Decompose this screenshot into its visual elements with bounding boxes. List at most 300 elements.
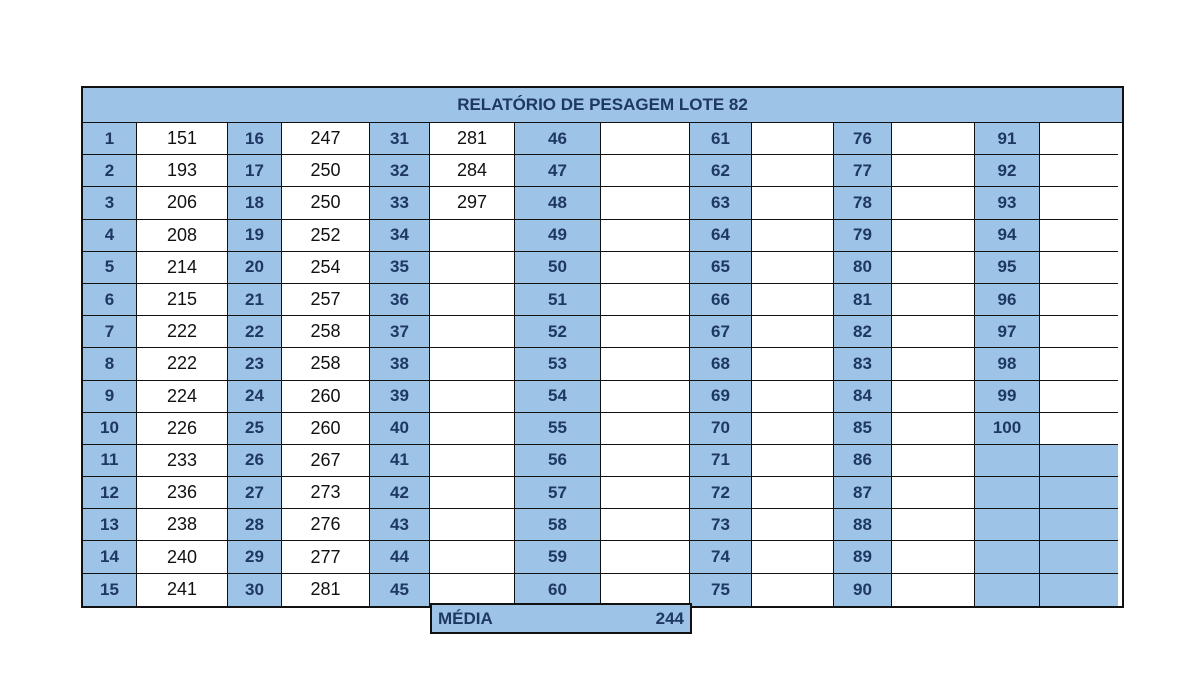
weight-cell xyxy=(601,445,690,477)
table-row xyxy=(975,413,1118,445)
table-row xyxy=(228,187,370,219)
table-row xyxy=(690,574,834,606)
lot-number-cell: 25 xyxy=(228,413,282,445)
column-group xyxy=(690,123,834,606)
lot-number-cell: 100 xyxy=(975,413,1040,445)
lot-number-cell: 2 xyxy=(83,155,137,187)
table-row xyxy=(228,413,370,445)
table-row xyxy=(834,316,975,348)
weight-cell xyxy=(601,541,690,573)
weight-cell: 250 xyxy=(282,187,370,219)
table-row xyxy=(83,316,228,348)
weight-cell xyxy=(601,348,690,380)
table-row xyxy=(834,155,975,187)
weights-grid xyxy=(83,123,1122,606)
table-row xyxy=(690,445,834,477)
table-row xyxy=(515,413,690,445)
lot-number-cell: 85 xyxy=(834,413,892,445)
weight-cell: 297 xyxy=(430,187,515,219)
weight-cell xyxy=(892,574,975,606)
weight-cell: 247 xyxy=(282,123,370,155)
weight-cell xyxy=(430,284,515,316)
table-row xyxy=(83,187,228,219)
lot-number-cell: 41 xyxy=(370,445,430,477)
lot-number-cell: 58 xyxy=(515,509,601,541)
table-row xyxy=(515,445,690,477)
lot-number-cell: 44 xyxy=(370,541,430,573)
table-row xyxy=(228,348,370,380)
weight-cell xyxy=(752,284,834,316)
lot-number-cell xyxy=(975,477,1040,509)
table-row xyxy=(834,284,975,316)
weight-cell: 258 xyxy=(282,348,370,380)
lot-number-cell: 23 xyxy=(228,348,282,380)
table-row xyxy=(228,252,370,284)
weight-cell: 208 xyxy=(137,220,228,252)
table-row xyxy=(83,413,228,445)
table-row xyxy=(975,155,1118,187)
weight-cell xyxy=(752,413,834,445)
lot-number-cell: 61 xyxy=(690,123,752,155)
lot-number-cell: 62 xyxy=(690,155,752,187)
weight-cell xyxy=(601,252,690,284)
weight-cell xyxy=(892,509,975,541)
weight-cell: 250 xyxy=(282,155,370,187)
lot-number-cell: 4 xyxy=(83,220,137,252)
lot-number-cell: 40 xyxy=(370,413,430,445)
lot-number-cell: 22 xyxy=(228,316,282,348)
weight-cell xyxy=(892,155,975,187)
lot-number-cell: 97 xyxy=(975,316,1040,348)
weight-cell: 240 xyxy=(137,541,228,573)
weight-cell xyxy=(892,445,975,477)
weight-cell: 241 xyxy=(137,574,228,606)
table-row xyxy=(834,445,975,477)
report-title: RELATÓRIO DE PESAGEM LOTE 82 xyxy=(83,88,1122,123)
table-row xyxy=(834,123,975,155)
lot-number-cell: 98 xyxy=(975,348,1040,380)
lot-number-cell: 27 xyxy=(228,477,282,509)
weight-cell: 236 xyxy=(137,477,228,509)
weight-cell xyxy=(752,187,834,219)
lot-number-cell: 56 xyxy=(515,445,601,477)
lot-number-cell: 28 xyxy=(228,509,282,541)
average-box xyxy=(430,603,692,634)
lot-number-cell: 52 xyxy=(515,316,601,348)
table-row xyxy=(834,187,975,219)
lot-number-cell: 8 xyxy=(83,348,137,380)
lot-number-cell: 76 xyxy=(834,123,892,155)
weight-cell xyxy=(752,123,834,155)
table-row xyxy=(690,541,834,573)
lot-number-cell: 45 xyxy=(370,574,430,606)
table-row xyxy=(83,155,228,187)
lot-number-cell: 64 xyxy=(690,220,752,252)
lot-number-cell: 19 xyxy=(228,220,282,252)
lot-number-cell: 50 xyxy=(515,252,601,284)
weight-cell xyxy=(1040,123,1118,155)
lot-number-cell: 90 xyxy=(834,574,892,606)
weight-cell: 214 xyxy=(137,252,228,284)
weight-cell xyxy=(601,509,690,541)
lot-number-cell: 6 xyxy=(83,284,137,316)
table-row xyxy=(834,220,975,252)
table-row xyxy=(83,541,228,573)
table-row xyxy=(83,252,228,284)
lot-number-cell: 69 xyxy=(690,381,752,413)
lot-number-cell: 1 xyxy=(83,123,137,155)
table-row xyxy=(83,574,228,606)
table-row xyxy=(975,477,1118,509)
weight-cell xyxy=(1040,445,1118,477)
weight-cell xyxy=(601,413,690,445)
lot-number-cell: 53 xyxy=(515,348,601,380)
lot-number-cell: 46 xyxy=(515,123,601,155)
lot-number-cell: 26 xyxy=(228,445,282,477)
lot-number-cell: 21 xyxy=(228,284,282,316)
weight-cell xyxy=(752,155,834,187)
weight-cell xyxy=(752,381,834,413)
average-value: 244 xyxy=(655,608,684,628)
lot-number-cell: 13 xyxy=(83,509,137,541)
weight-cell xyxy=(892,381,975,413)
table-row xyxy=(834,252,975,284)
table-row xyxy=(515,284,690,316)
lot-number-cell: 65 xyxy=(690,252,752,284)
table-row xyxy=(83,381,228,413)
table-row xyxy=(515,123,690,155)
weight-cell xyxy=(1040,252,1118,284)
lot-number-cell: 77 xyxy=(834,155,892,187)
lot-number-cell: 7 xyxy=(83,316,137,348)
lot-number-cell: 99 xyxy=(975,381,1040,413)
lot-number-cell: 60 xyxy=(515,574,601,606)
lot-number-cell: 92 xyxy=(975,155,1040,187)
weight-cell xyxy=(430,316,515,348)
weight-cell: 233 xyxy=(137,445,228,477)
table-row xyxy=(228,477,370,509)
table-row xyxy=(690,381,834,413)
weight-cell xyxy=(430,541,515,573)
weight-cell xyxy=(892,413,975,445)
lot-number-cell: 54 xyxy=(515,381,601,413)
lot-number-cell: 63 xyxy=(690,187,752,219)
weight-cell xyxy=(430,252,515,284)
weight-cell xyxy=(752,574,834,606)
weight-cell xyxy=(1040,413,1118,445)
table-row xyxy=(83,284,228,316)
weight-cell: 226 xyxy=(137,413,228,445)
table-row xyxy=(834,541,975,573)
table-row xyxy=(370,187,515,219)
lot-number-cell: 24 xyxy=(228,381,282,413)
lot-number-cell: 68 xyxy=(690,348,752,380)
table-row xyxy=(690,348,834,380)
weight-cell xyxy=(752,316,834,348)
lot-number-cell: 57 xyxy=(515,477,601,509)
weight-cell xyxy=(1040,477,1118,509)
weight-cell: 224 xyxy=(137,381,228,413)
weight-cell xyxy=(752,220,834,252)
table-row xyxy=(370,413,515,445)
weight-cell xyxy=(1040,381,1118,413)
weight-cell xyxy=(601,123,690,155)
table-row xyxy=(228,381,370,413)
column-group xyxy=(370,123,515,606)
table-row xyxy=(370,220,515,252)
lot-number-cell: 31 xyxy=(370,123,430,155)
table-row xyxy=(228,574,370,606)
weight-cell xyxy=(752,541,834,573)
lot-number-cell: 14 xyxy=(83,541,137,573)
table-row xyxy=(83,348,228,380)
lot-number-cell: 12 xyxy=(83,477,137,509)
table-row xyxy=(515,509,690,541)
lot-number-cell: 51 xyxy=(515,284,601,316)
lot-number-cell: 30 xyxy=(228,574,282,606)
table-row xyxy=(83,477,228,509)
lot-number-cell: 87 xyxy=(834,477,892,509)
lot-number-cell: 48 xyxy=(515,187,601,219)
weight-cell xyxy=(430,413,515,445)
lot-number-cell: 84 xyxy=(834,381,892,413)
table-row xyxy=(370,509,515,541)
weight-cell xyxy=(1040,348,1118,380)
table-row xyxy=(228,284,370,316)
weight-cell xyxy=(752,252,834,284)
lot-number-cell: 29 xyxy=(228,541,282,573)
weight-cell xyxy=(601,284,690,316)
weight-cell xyxy=(430,220,515,252)
weight-cell xyxy=(430,574,515,606)
lot-number-cell: 95 xyxy=(975,252,1040,284)
table-row xyxy=(370,574,515,606)
column-group xyxy=(83,123,228,606)
weight-cell xyxy=(892,123,975,155)
table-row xyxy=(975,381,1118,413)
table-row xyxy=(515,252,690,284)
table-row xyxy=(690,252,834,284)
table-row xyxy=(83,445,228,477)
weight-cell xyxy=(601,220,690,252)
lot-number-cell: 35 xyxy=(370,252,430,284)
lot-number-cell: 80 xyxy=(834,252,892,284)
table-row xyxy=(690,155,834,187)
lot-number-cell xyxy=(975,541,1040,573)
table-row xyxy=(975,252,1118,284)
lot-number-cell: 37 xyxy=(370,316,430,348)
weight-cell: 151 xyxy=(137,123,228,155)
table-row xyxy=(834,477,975,509)
lot-number-cell: 38 xyxy=(370,348,430,380)
weight-cell: 206 xyxy=(137,187,228,219)
weight-cell xyxy=(430,445,515,477)
average-label: MÉDIA xyxy=(438,608,493,628)
lot-number-cell: 86 xyxy=(834,445,892,477)
table-row xyxy=(690,220,834,252)
weighing-report-table xyxy=(81,86,1124,608)
weight-cell: 193 xyxy=(137,155,228,187)
table-row xyxy=(515,348,690,380)
lot-number-cell: 16 xyxy=(228,123,282,155)
weight-cell xyxy=(601,316,690,348)
table-row xyxy=(228,509,370,541)
weight-cell: 260 xyxy=(282,413,370,445)
table-row xyxy=(83,220,228,252)
table-row xyxy=(975,187,1118,219)
lot-number-cell: 49 xyxy=(515,220,601,252)
weight-cell xyxy=(1040,541,1118,573)
table-row xyxy=(690,477,834,509)
lot-number-cell: 36 xyxy=(370,284,430,316)
table-row xyxy=(975,445,1118,477)
table-row xyxy=(370,252,515,284)
table-row xyxy=(83,509,228,541)
lot-number-cell: 73 xyxy=(690,509,752,541)
weight-cell: 281 xyxy=(430,123,515,155)
table-row xyxy=(975,220,1118,252)
table-row xyxy=(690,284,834,316)
table-row xyxy=(834,574,975,606)
weight-cell xyxy=(892,187,975,219)
table-row xyxy=(834,413,975,445)
lot-number-cell: 82 xyxy=(834,316,892,348)
table-row xyxy=(228,541,370,573)
table-row xyxy=(370,284,515,316)
weight-cell: 222 xyxy=(137,316,228,348)
table-row xyxy=(975,574,1118,606)
weight-cell: 276 xyxy=(282,509,370,541)
table-row xyxy=(228,316,370,348)
weight-cell: 252 xyxy=(282,220,370,252)
lot-number-cell: 91 xyxy=(975,123,1040,155)
weight-cell: 238 xyxy=(137,509,228,541)
lot-number-cell: 9 xyxy=(83,381,137,413)
table-row xyxy=(515,574,690,606)
weight-cell xyxy=(892,220,975,252)
weight-cell xyxy=(892,316,975,348)
table-row xyxy=(975,541,1118,573)
table-row xyxy=(834,348,975,380)
weight-cell xyxy=(892,252,975,284)
lot-number-cell: 67 xyxy=(690,316,752,348)
lot-number-cell: 34 xyxy=(370,220,430,252)
lot-number-cell: 88 xyxy=(834,509,892,541)
weight-cell xyxy=(430,381,515,413)
weight-cell xyxy=(752,445,834,477)
weight-cell xyxy=(1040,220,1118,252)
lot-number-cell: 32 xyxy=(370,155,430,187)
lot-number-cell: 66 xyxy=(690,284,752,316)
lot-number-cell: 11 xyxy=(83,445,137,477)
table-row xyxy=(975,123,1118,155)
weight-cell xyxy=(1040,574,1118,606)
table-row xyxy=(370,541,515,573)
weight-cell xyxy=(1040,155,1118,187)
lot-number-cell: 59 xyxy=(515,541,601,573)
table-row xyxy=(228,155,370,187)
weight-cell xyxy=(892,348,975,380)
lot-number-cell: 72 xyxy=(690,477,752,509)
weight-cell xyxy=(601,155,690,187)
lot-number-cell: 94 xyxy=(975,220,1040,252)
table-row xyxy=(228,123,370,155)
table-row xyxy=(370,381,515,413)
lot-number-cell: 74 xyxy=(690,541,752,573)
lot-number-cell: 75 xyxy=(690,574,752,606)
table-row xyxy=(370,477,515,509)
table-row xyxy=(834,509,975,541)
table-row xyxy=(690,187,834,219)
weight-cell: 273 xyxy=(282,477,370,509)
lot-number-cell: 81 xyxy=(834,284,892,316)
weight-cell xyxy=(601,574,690,606)
lot-number-cell: 93 xyxy=(975,187,1040,219)
lot-number-cell: 18 xyxy=(228,187,282,219)
weight-cell: 222 xyxy=(137,348,228,380)
weight-cell: 215 xyxy=(137,284,228,316)
weight-cell xyxy=(601,381,690,413)
table-row xyxy=(690,123,834,155)
weight-cell: 257 xyxy=(282,284,370,316)
table-row xyxy=(515,477,690,509)
table-row xyxy=(975,348,1118,380)
column-group xyxy=(834,123,975,606)
weight-cell xyxy=(1040,316,1118,348)
weight-cell xyxy=(430,477,515,509)
lot-number-cell: 3 xyxy=(83,187,137,219)
table-row xyxy=(690,413,834,445)
weight-cell xyxy=(430,348,515,380)
lot-number-cell: 79 xyxy=(834,220,892,252)
table-row xyxy=(370,123,515,155)
table-row xyxy=(228,445,370,477)
table-row xyxy=(975,316,1118,348)
table-row xyxy=(690,509,834,541)
column-group xyxy=(228,123,370,606)
column-group xyxy=(515,123,690,606)
lot-number-cell: 55 xyxy=(515,413,601,445)
weight-cell: 260 xyxy=(282,381,370,413)
table-row xyxy=(515,220,690,252)
lot-number-cell: 71 xyxy=(690,445,752,477)
weight-cell: 267 xyxy=(282,445,370,477)
weight-cell xyxy=(601,187,690,219)
lot-number-cell xyxy=(975,509,1040,541)
table-row xyxy=(515,155,690,187)
lot-number-cell: 83 xyxy=(834,348,892,380)
table-row xyxy=(975,284,1118,316)
table-row xyxy=(515,381,690,413)
table-row xyxy=(834,381,975,413)
weight-cell xyxy=(892,541,975,573)
lot-number-cell: 15 xyxy=(83,574,137,606)
weight-cell xyxy=(892,477,975,509)
table-row xyxy=(515,541,690,573)
lot-number-cell: 47 xyxy=(515,155,601,187)
lot-number-cell: 39 xyxy=(370,381,430,413)
weight-cell xyxy=(1040,509,1118,541)
lot-number-cell: 43 xyxy=(370,509,430,541)
weight-cell xyxy=(601,477,690,509)
weight-cell: 281 xyxy=(282,574,370,606)
weight-cell xyxy=(752,477,834,509)
lot-number-cell: 10 xyxy=(83,413,137,445)
table-row xyxy=(515,316,690,348)
lot-number-cell: 89 xyxy=(834,541,892,573)
table-row xyxy=(370,316,515,348)
weight-cell: 258 xyxy=(282,316,370,348)
